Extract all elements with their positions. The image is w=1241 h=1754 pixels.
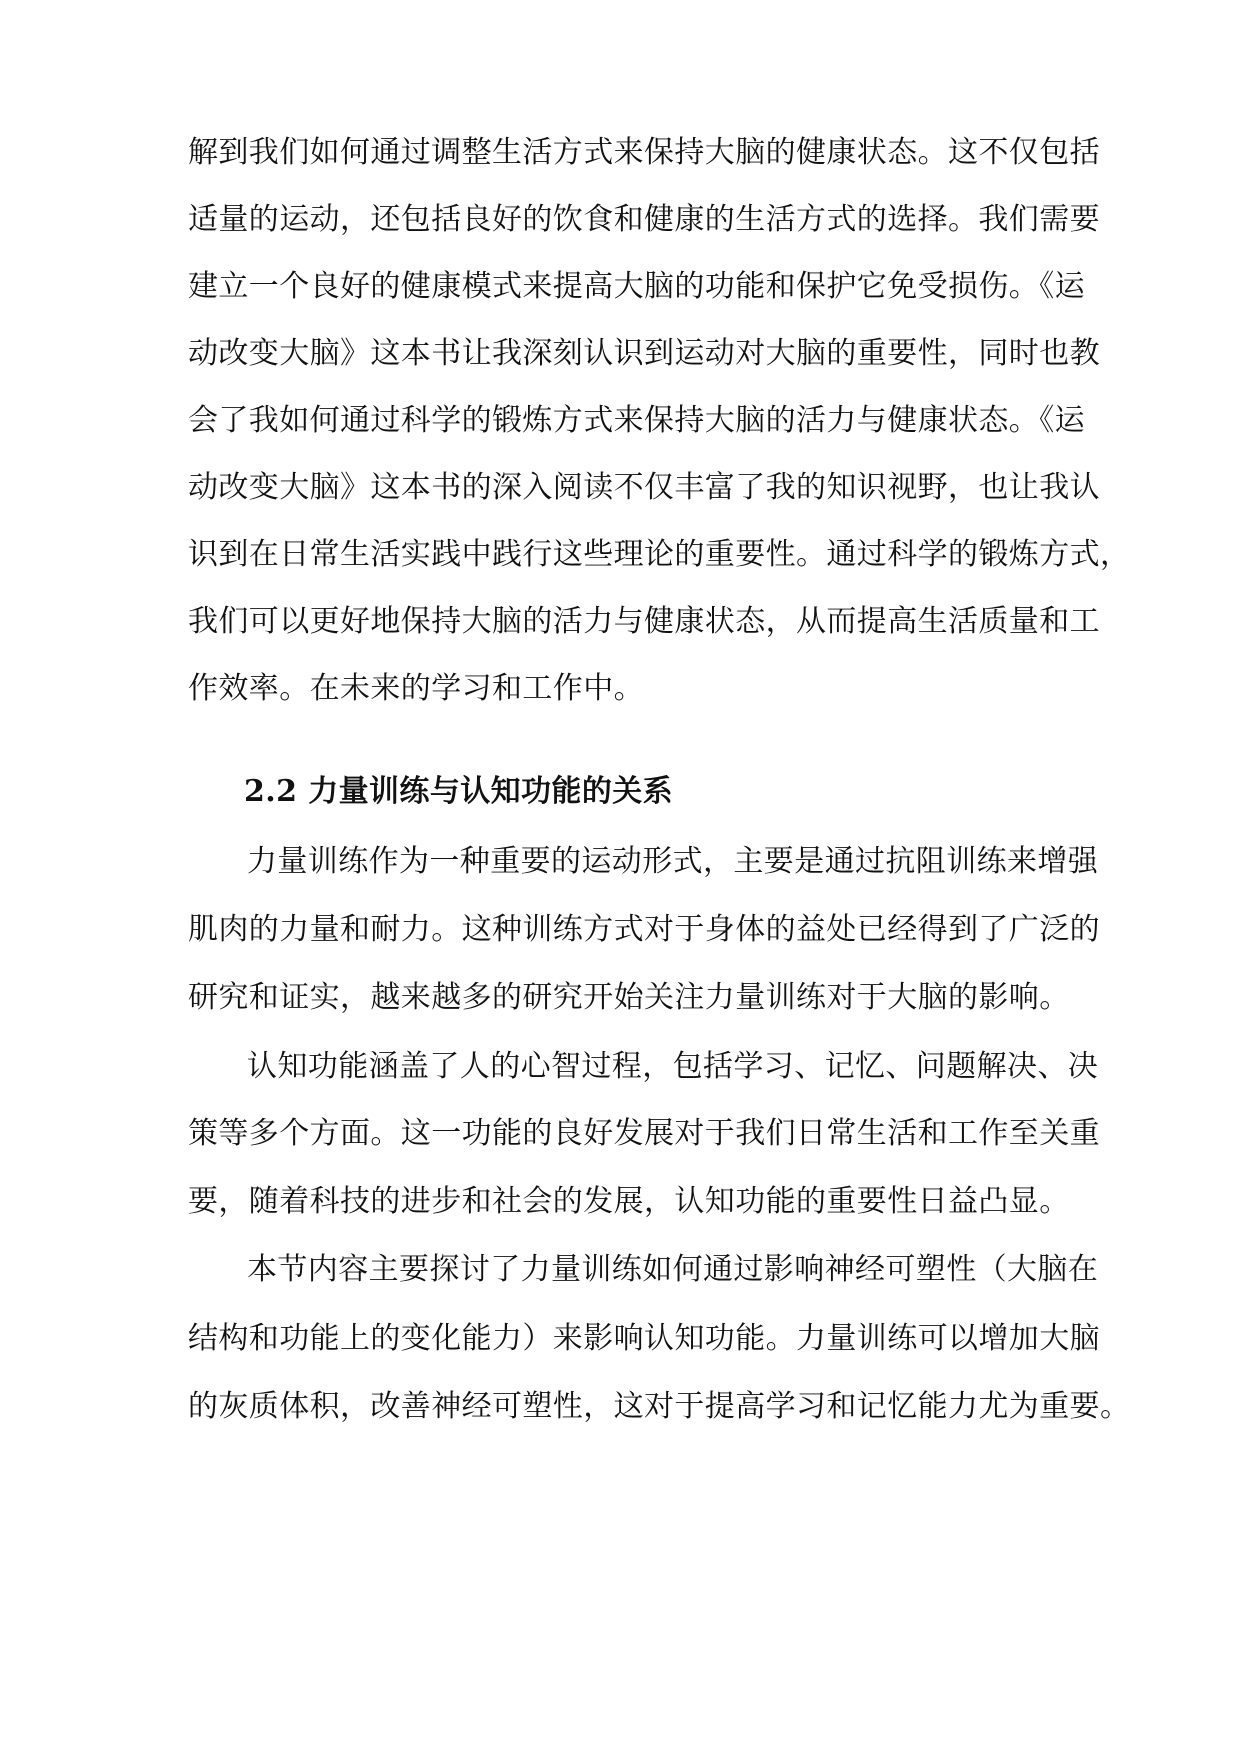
paragraph-line: 本节内容主要探讨了力量训练如何通过影响神经可塑性（大脑在 [247, 1252, 1099, 1287]
paragraph-line: 的灰质体积，改善神经可塑性，这对于提高学习和记忆能力尤为重要。 [188, 1389, 1131, 1424]
paragraph-line: 动改变大脑》这本书让我深刻认识到运动对大脑的重要性，同时也教 [188, 336, 1100, 371]
paragraph-line: 肌肉的力量和耐力。这种训练方式对于身体的益处已经得到了广泛的 [188, 912, 1100, 947]
paragraph-line: 策等多个方面。这一功能的良好发展对于我们日常生活和工作至关重 [188, 1116, 1100, 1151]
paragraph-line: 作效率。在未来的学习和工作中。 [188, 671, 644, 706]
paragraph-line: 动改变大脑》这本书的深入阅读不仅丰富了我的知识视野，也让我认 [188, 470, 1100, 505]
paragraph-line: 研究和证实，越来越多的研究开始关注力量训练对于大脑的影响。 [188, 980, 1070, 1015]
section-heading: 2.2 力量训练与认知功能的关系 [244, 774, 674, 809]
paragraph-line: 要，随着科技的进步和社会的发展，认知功能的重要性日益凸显。 [188, 1184, 1070, 1219]
paragraph-line: 结构和功能上的变化能力）来影响认知功能。力量训练可以增加大脑 [188, 1321, 1100, 1356]
paragraph-line: 解到我们如何通过调整生活方式来保持大脑的健康状态。这不仅包括 [188, 135, 1100, 170]
paragraph-line: 识到在日常生活实践中践行这些理论的重要性。通过科学的锻炼方式， [188, 537, 1131, 572]
paragraph-line: 认知功能涵盖了人的心智过程，包括学习、记忆、问题解决、决 [247, 1049, 1099, 1084]
paragraph-line: 适量的运动，还包括良好的饮食和健康的生活方式的选择。我们需要 [188, 202, 1100, 237]
paragraph-line: 会了我如何通过科学的锻炼方式来保持大脑的活力与健康状态。《运 [188, 403, 1085, 438]
paragraph-line: 力量训练作为一种重要的运动形式，主要是通过抗阻训练来增强 [247, 844, 1099, 879]
paragraph-line: 我们可以更好地保持大脑的活力与健康状态，从而提高生活质量和工 [188, 604, 1100, 639]
paragraph-line: 建立一个良好的健康模式来提高大脑的功能和保护它免受损伤。《运 [188, 269, 1085, 304]
